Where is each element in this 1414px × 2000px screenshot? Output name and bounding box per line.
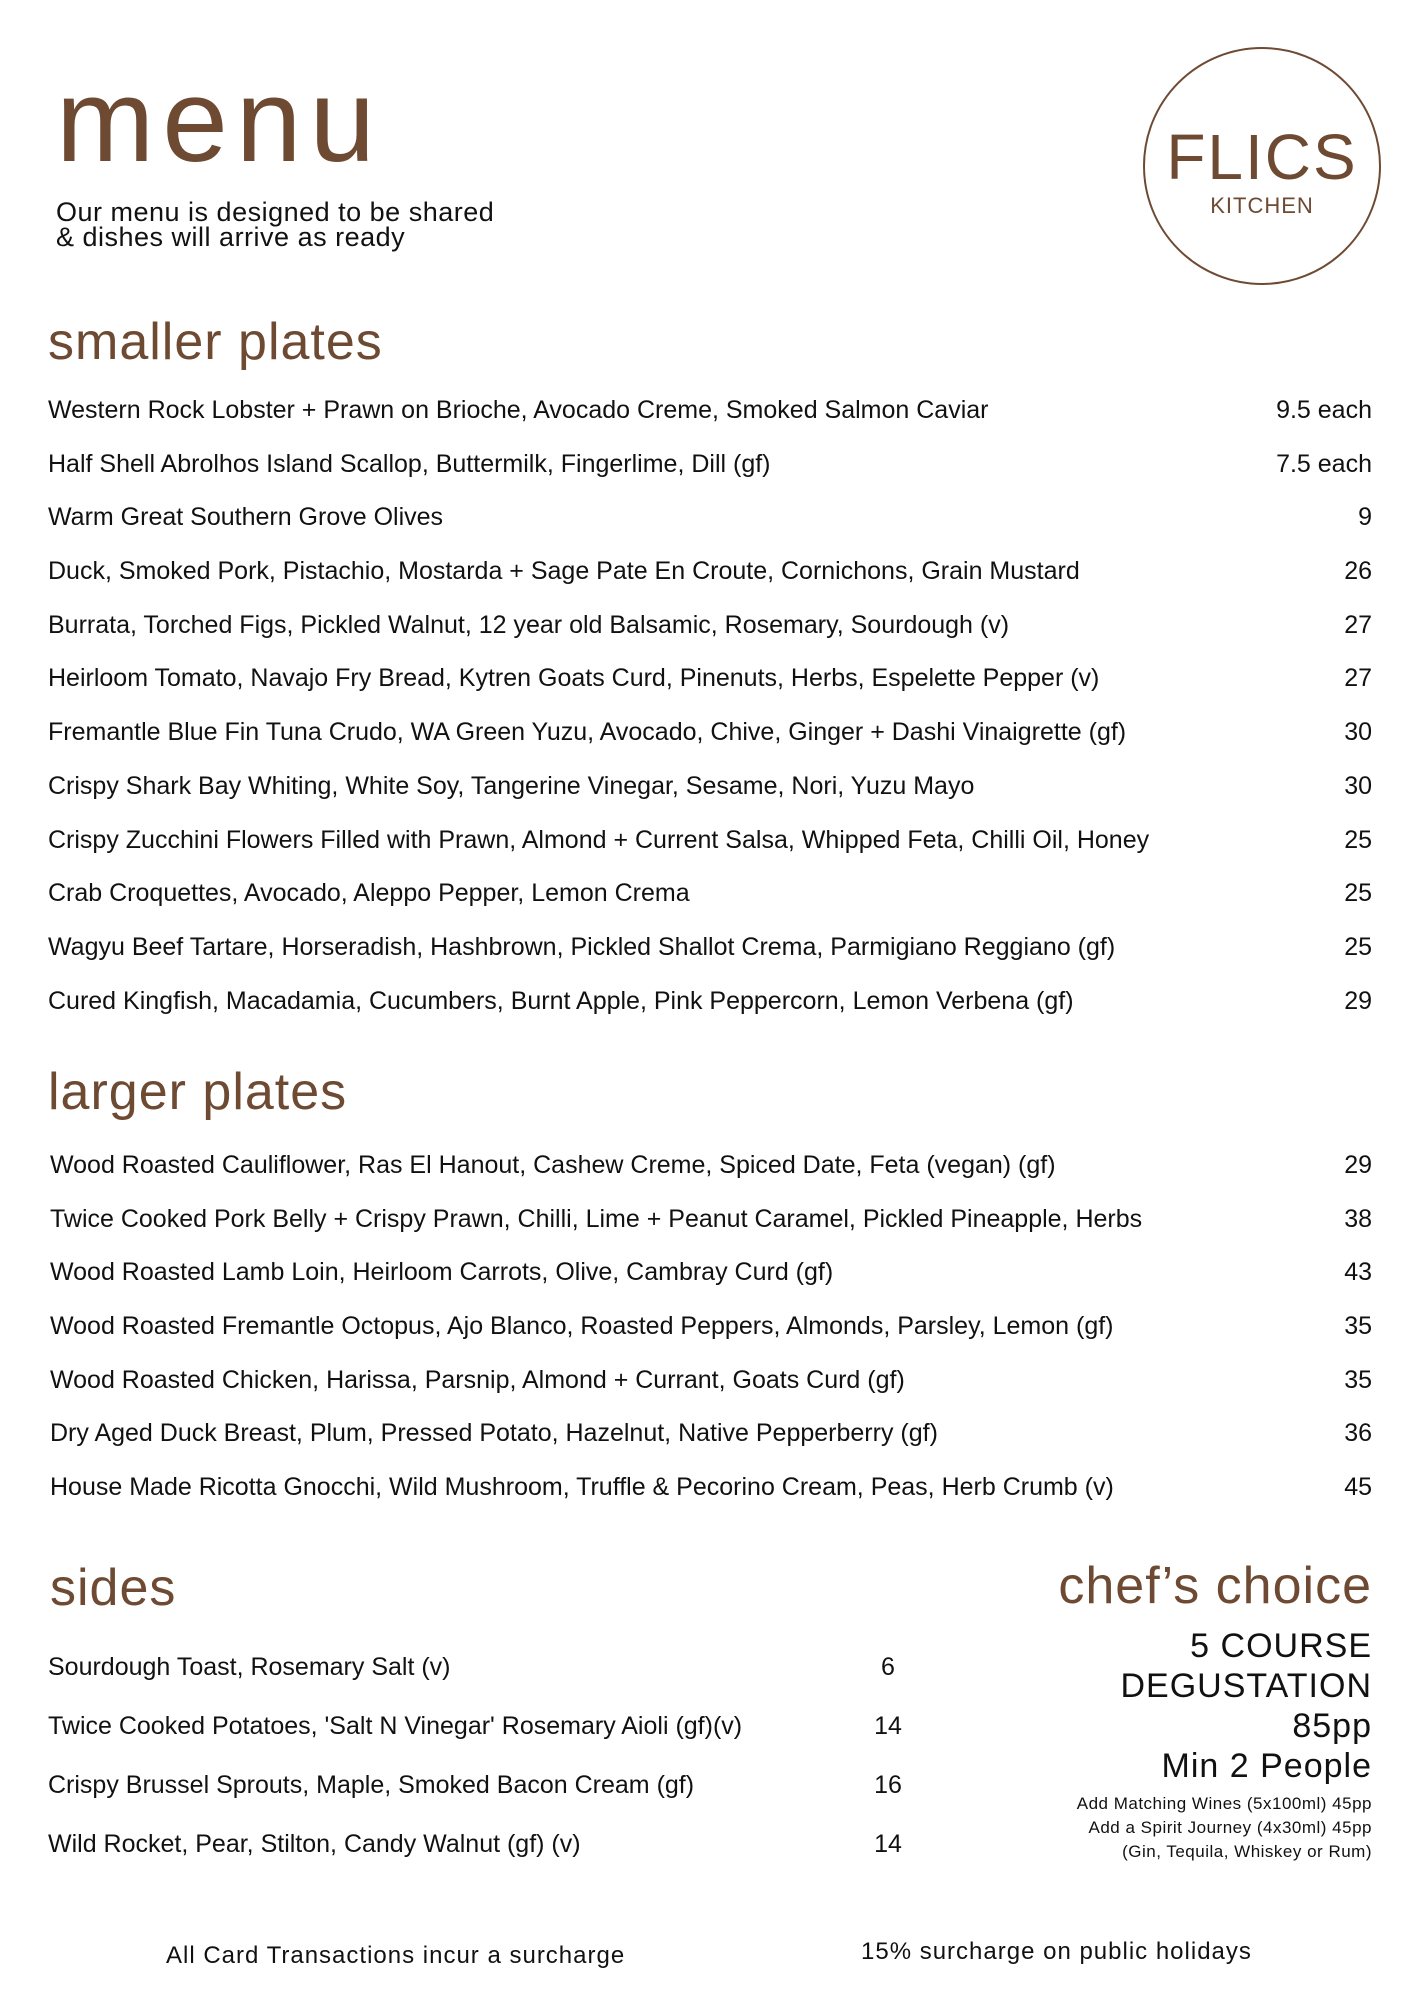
menu-item — [48, 491, 1372, 545]
menu-item-name: Burrata, Torched Figs, Pickled Walnut, 12 year old Balsamic, Rosemary, Sourdough (v) — [48, 610, 1010, 639]
menu-item — [50, 1407, 1372, 1461]
matching-wines: Add Matching Wines (5x100ml) 45pp — [1076, 1794, 1372, 1813]
subtitle-line-2: & dishes will arrive as ready — [56, 222, 406, 252]
menu-item-name: House Made Ricotta Gnocchi, Wild Mushroom, Truffle & Pecorino Cream, Peas, Herb Crumb (v) — [50, 1473, 1114, 1502]
sides-list — [48, 1638, 908, 1874]
menu-item-price: 45 — [1344, 1473, 1372, 1502]
menu-item-name: Wood Roasted Chicken, Harissa, Parsnip, Almond + Currant, Goats Curd (gf) — [50, 1365, 905, 1394]
menu-item-name: Cured Kingfish, Macadamia, Cucumbers, Burnt Apple, Pink Peppercorn, Lemon Verbena (gf) — [48, 986, 1074, 1015]
menu-item-price: 30 — [1344, 771, 1372, 800]
menu-item-price: 25 — [1344, 879, 1372, 908]
menu-item-price: 27 — [1344, 610, 1372, 639]
menu-item — [48, 760, 1372, 814]
menu-item — [50, 1354, 1372, 1408]
spirit-journey: Add a Spirit Journey (4x30ml) 45pp — [1088, 1818, 1372, 1837]
menu-item-name: Twice Cooked Potatoes, 'Salt N Vinegar' Rosemary Aioli (gf)(v) — [48, 1712, 743, 1740]
menu-item — [50, 1139, 1372, 1193]
holiday-surcharge-note: 15% surcharge on public holidays — [861, 1938, 1252, 1965]
menu-item — [48, 1756, 908, 1815]
menu-item-price: 25 — [1344, 825, 1372, 854]
menu-item-name: Crispy Shark Bay Whiting, White Soy, Tangerine Vinegar, Sesame, Nori, Yuzu Mayo — [48, 771, 975, 800]
logo-sub-text: KITCHEN — [1210, 193, 1314, 218]
menu-item-name: Wild Rocket, Pear, Stilton, Candy Walnut (gf) (v) — [48, 1830, 581, 1858]
larger-plates-list — [50, 1139, 1372, 1515]
logo-main-text: FLICS — [1166, 121, 1358, 193]
menu-item-name: Warm Great Southern Grove Olives — [48, 503, 444, 532]
page-title: menu — [56, 55, 384, 187]
menu-item — [48, 545, 1372, 599]
sides-heading: sides — [50, 1559, 177, 1617]
menu-item-name: Fremantle Blue Fin Tuna Crudo, WA Green Yuzu, Avocado, Chive, Ginger + Dashi Vinaigrette (gf) — [48, 718, 1127, 747]
card-surcharge-note: All Card Transactions incur a surcharge — [166, 1942, 626, 1969]
menu-item-name: Western Rock Lobster + Prawn on Brioche, Avocado Creme, Smoked Salmon Caviar — [48, 396, 989, 424]
menu-item — [50, 1461, 1372, 1515]
menu-item-name: Wagyu Beef Tartare, Horseradish, Hashbrown, Pickled Shallot Crema, Parmigiano Reggiano (gf) — [48, 932, 1116, 961]
larger-plates-heading: larger plates — [48, 1063, 348, 1121]
menu-item-name: Twice Cooked Pork Belly + Crispy Prawn, Chilli, Lime + Peanut Caramel, Pickled Pineapple, Herbs — [50, 1204, 1143, 1233]
menu-item-price: 16 — [874, 1771, 902, 1799]
menu-item — [48, 652, 1372, 706]
menu-item-price: 9 — [1358, 503, 1372, 532]
menu-item-name: Wood Roasted Lamb Loin, Heirloom Carrots, Olive, Cambray Curd (gf) — [50, 1258, 834, 1287]
menu-item-name: Crab Croquettes, Avocado, Aleppo Pepper, Lemon Crema — [48, 879, 690, 908]
menu-item — [48, 384, 1372, 438]
menu-subtitle — [56, 197, 495, 252]
menu-item — [48, 921, 1372, 975]
menu-item-price: 25 — [1344, 932, 1372, 961]
menu-item-price: 27 — [1344, 664, 1372, 693]
subtitle-line-1: Our menu is designed to be shared — [56, 197, 495, 227]
menu-item-price: 43 — [1344, 1258, 1372, 1287]
menu-item — [50, 1246, 1372, 1300]
menu-item-name: Sourdough Toast, Rosemary Salt (v) — [48, 1653, 451, 1681]
menu-item — [48, 1638, 908, 1697]
menu-item — [48, 438, 1372, 492]
menu-item-price: 7.5 each — [1276, 449, 1372, 478]
menu-item — [48, 814, 1372, 868]
menu-item-name: Wood Roasted Cauliflower, Ras El Hanout, Cashew Creme, Spiced Date, Feta (vegan) (gf) — [50, 1151, 1056, 1179]
menu-item-price: 9.5 each — [1276, 396, 1372, 424]
menu-item — [48, 975, 1372, 1029]
menu-item — [48, 867, 1372, 921]
menu-item-price: 36 — [1344, 1419, 1372, 1448]
chefs-choice-heading: chef’s choice — [1058, 1557, 1372, 1615]
menu-item — [50, 1300, 1372, 1354]
menu-item-price: 35 — [1344, 1312, 1372, 1341]
chefs-choice — [1058, 1557, 1372, 1864]
menu-item-price: 26 — [1344, 557, 1372, 586]
menu-item — [48, 706, 1372, 760]
spirit-options: (Gin, Tequila, Whiskey or Rum) — [1122, 1842, 1372, 1861]
smaller-plates-heading: smaller plates — [48, 313, 383, 371]
degustation-line-2: DEGUSTATION — [1120, 1667, 1372, 1705]
menu-item-price: 29 — [1344, 986, 1372, 1015]
menu-item-name: Dry Aged Duck Breast, Plum, Pressed Potato, Hazelnut, Native Pepperberry (gf) — [50, 1419, 938, 1448]
menu-item-name: Crispy Brussel Sprouts, Maple, Smoked Bacon Cream (gf) — [48, 1771, 695, 1799]
menu-item-name: Heirloom Tomato, Navajo Fry Bread, Kytren Goats Curd, Pinenuts, Herbs, Espelette Pepper (v) — [48, 664, 1100, 693]
degustation-line-1: 5 COURSE — [1190, 1627, 1372, 1665]
menu-item-price: 6 — [881, 1653, 895, 1681]
menu-item — [50, 1193, 1372, 1247]
menu-item-price: 35 — [1344, 1365, 1372, 1394]
flics-kitchen-logo — [1143, 47, 1381, 285]
menu-item-price: 14 — [874, 1830, 902, 1858]
menu-item — [48, 1815, 908, 1874]
menu-item-price: 38 — [1344, 1204, 1372, 1233]
menu-item-name: Wood Roasted Fremantle Octopus, Ajo Blanco, Roasted Peppers, Almonds, Parsley, Lemon (gf) — [50, 1312, 1114, 1341]
menu-item-name: Half Shell Abrolhos Island Scallop, Buttermilk, Fingerlime, Dill (gf) — [48, 449, 771, 478]
degustation-price: 85pp — [1292, 1707, 1372, 1745]
menu-item-price: 29 — [1344, 1151, 1372, 1179]
degustation-minimum: Min 2 People — [1161, 1747, 1372, 1785]
menu-item-name: Crispy Zucchini Flowers Filled with Prawn, Almond + Current Salsa, Whipped Feta, Chilli Oil, Honey — [48, 825, 1150, 854]
menu-item — [48, 1697, 908, 1756]
smaller-plates-list — [48, 384, 1372, 1028]
menu-item-price: 14 — [874, 1712, 902, 1740]
menu-item-name: Duck, Smoked Pork, Pistachio, Mostarda + Sage Pate En Croute, Cornichons, Grain Mustard — [48, 557, 1080, 586]
menu-item — [48, 599, 1372, 653]
menu-item-price: 30 — [1344, 718, 1372, 747]
